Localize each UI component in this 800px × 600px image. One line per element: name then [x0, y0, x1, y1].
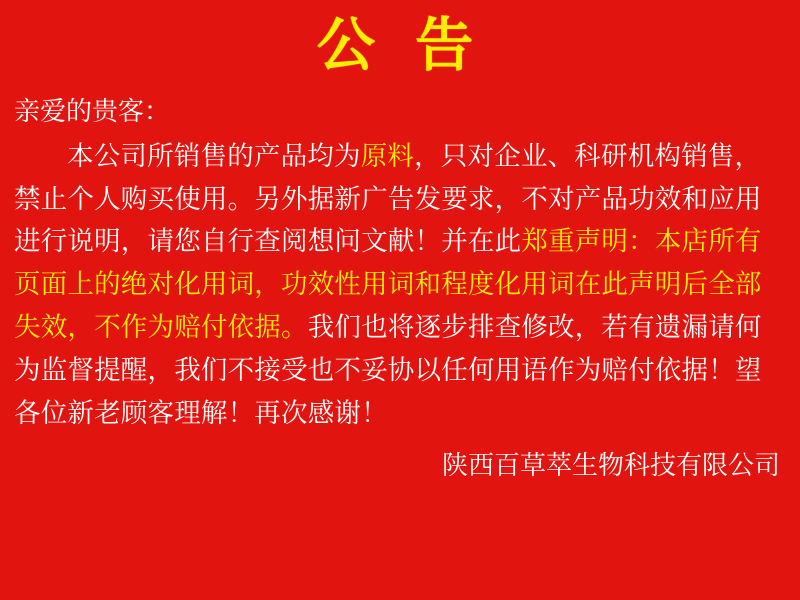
body-segment-4-highlight: 郑重声明：本店所有页面上的绝对化用词，功效性用词和程度化用词在此声明后全部失效，不作为赔付依据。	[14, 226, 762, 344]
salutation-text: 亲爱的贵客：	[14, 96, 171, 127]
body-segment-1: 本公司所销售的产品均为	[67, 140, 361, 172]
body-segment-5: 我们也将逐步排查修改，若有遗漏请何为监督提醒，我们不接受也不妥协以任何用语作为赔付依据！望各位新老顾客理解！再次感谢！	[14, 312, 762, 430]
company-signature: 陕西百草萃生物科技有限公司	[441, 451, 780, 482]
notice-body	[0, 130, 800, 436]
body-segment-3: ，只对企业、科研机构销售，禁止个人购买使用。另外据新广告发要求，不对产品功效和应用进行说明，请您自行查阅想问文献！并在此	[14, 140, 762, 258]
page-title: 公 告	[316, 11, 484, 79]
body-segment-2-highlight: 原料	[360, 140, 415, 172]
